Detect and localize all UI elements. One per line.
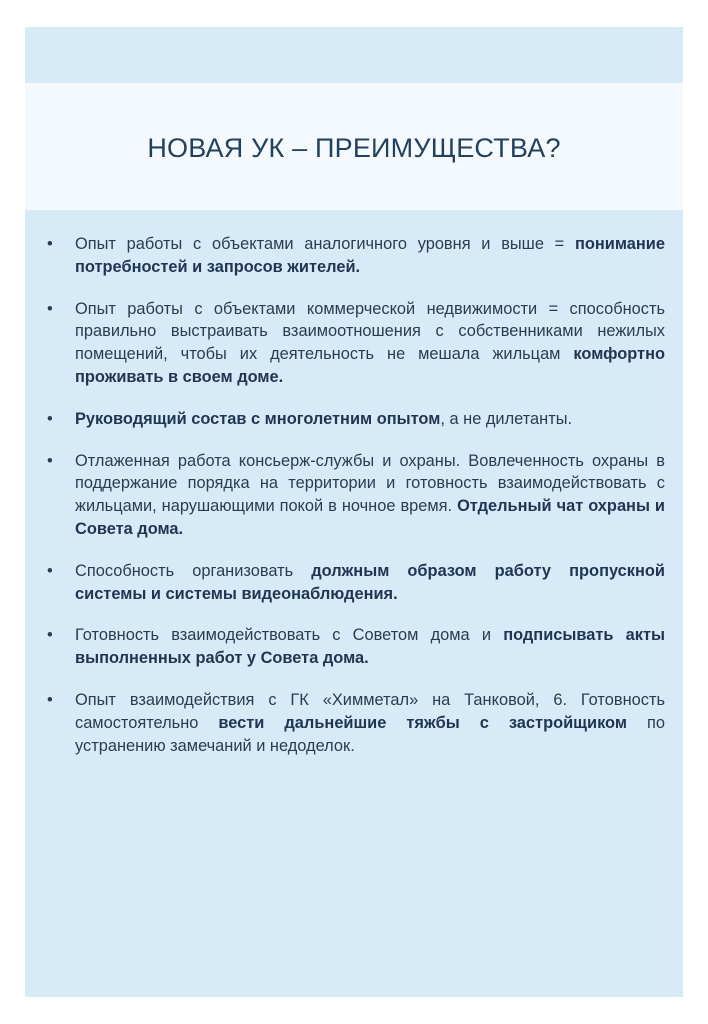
bullet-text: Способность организовать bbox=[75, 561, 312, 580]
bullet-emphasis: комфортно проживать в своем доме. bbox=[75, 345, 665, 386]
bullet-text: Опыт работы с объектами аналогичного уровня и выше = bbox=[75, 235, 575, 253]
bullet-marker: • bbox=[47, 690, 53, 709]
bullet-emphasis: Отдельный чат охраны и Совета дома. bbox=[75, 497, 666, 538]
bullet-text: Отлаженная работа консьерж-службы и охраны. Вовлеченность охраны в поддержание порядка на территории и готовность взаимодействовать с жильцами, нарушающими покой в ночное время. bbox=[75, 451, 665, 516]
bullet-item bbox=[47, 233, 665, 279]
bullet-marker: • bbox=[47, 626, 53, 645]
bullet-marker: • bbox=[47, 409, 53, 428]
bullet-text: Опыт взаимодействия с ГК «Химметал» на Танковой, 6. Готовность самостоятельно bbox=[75, 690, 665, 732]
slide bbox=[25, 27, 683, 997]
bullet-list bbox=[47, 233, 665, 776]
bullet-item bbox=[47, 624, 665, 670]
bullet-text: , а не дилетанты. bbox=[440, 409, 573, 428]
bullet-item bbox=[47, 560, 665, 606]
bullet-text: по устранению замечаний и недоделок. bbox=[75, 713, 665, 755]
bullet-item bbox=[47, 450, 665, 541]
bullet-marker: • bbox=[47, 451, 53, 470]
bullet-marker: • bbox=[47, 561, 53, 580]
bullet-item bbox=[47, 689, 665, 757]
bullet-text: Готовность взаимодействовать с Советом дома и bbox=[75, 626, 504, 645]
bullet-text: Опыт работы с объектами коммерческой недвижимости = способность правильно выстраивать взаимоотношения с собственниками нежилых помещений, чтобы их деятельность не мешала жильцам bbox=[75, 299, 665, 364]
bullet-emphasis: подписывать акты выполненных работ у Совета дома. bbox=[75, 626, 665, 668]
bullet-item bbox=[47, 408, 665, 431]
bullet-emphasis: вести дальнейшие тяжбы с застройщиком bbox=[218, 713, 627, 732]
bullet-emphasis: понимание потребностей и запросов жителей. bbox=[75, 235, 665, 276]
title-band bbox=[25, 83, 683, 210]
bullet-emphasis: должным образом работу пропускной системы и системы видеонаблюдения. bbox=[75, 561, 665, 603]
bullet-marker: • bbox=[47, 299, 53, 318]
slide-title: НОВАЯ УК – ПРЕИМУЩЕСТВА? bbox=[147, 133, 561, 163]
bullet-marker: • bbox=[47, 235, 53, 253]
bullet-emphasis: Руководящий состав с многолетним опытом bbox=[75, 409, 441, 428]
bullet-item bbox=[47, 298, 665, 389]
